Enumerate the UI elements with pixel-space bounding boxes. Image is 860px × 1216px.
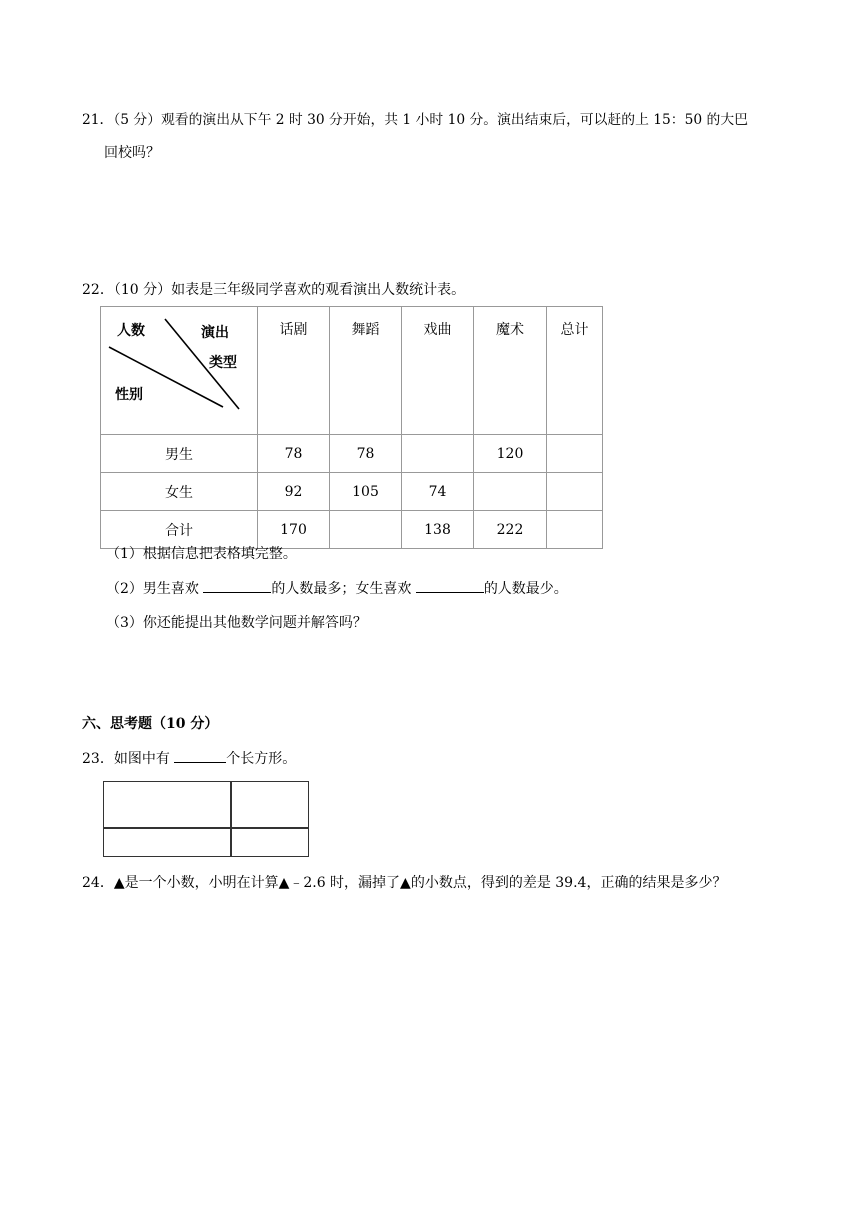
table-cell: 120: [474, 435, 547, 473]
table-row-girls: [101, 473, 603, 511]
table-row-boys: [101, 435, 603, 473]
q21-line2: 回校吗？: [104, 145, 160, 161]
q23-text: [82, 748, 296, 769]
corner-label-show: 演出: [201, 325, 229, 341]
table-row-total: [101, 511, 603, 549]
table-cell: 92: [258, 473, 330, 511]
section-title: 六、思考题（10 分）: [82, 716, 219, 732]
table-cell: [330, 511, 402, 549]
column-header-opera: 戏曲: [402, 307, 474, 435]
table-cell: 78: [258, 435, 330, 473]
column-header-drama: 话剧: [258, 307, 330, 435]
table-cell: 105: [330, 473, 402, 511]
q23-text-a: 23．如图中有: [82, 751, 175, 767]
table-cell: 170: [258, 511, 330, 549]
q22-sub2-text-b: 的人数最多；女生喜欢: [271, 581, 416, 597]
table-cell: [547, 511, 603, 549]
table-cell: [474, 473, 547, 511]
rectangle-figure: [103, 781, 309, 857]
q22-sub1: （1）根据信息把表格填完整。: [106, 546, 297, 562]
column-header-total: 总计: [547, 307, 603, 435]
answer-blank-boys[interactable]: [203, 578, 271, 593]
row-label: 男生: [101, 435, 258, 473]
figure-horizontal-divider: [104, 827, 308, 829]
table-corner-header: [101, 307, 258, 435]
table-cell: [547, 435, 603, 473]
table-cell: [402, 435, 474, 473]
row-label: 合计: [101, 511, 258, 549]
corner-label-gender: 性别: [115, 387, 143, 403]
q23-text-b: 个长方形。: [226, 751, 297, 767]
q22-intro: 22．（10 分）如表是三年级同学喜欢的观看演出人数统计表。: [82, 282, 466, 298]
q24-text: 24．▲是一个小数，小明在计算▲﹣2.6 时，漏掉了▲的小数点，得到的差是 39.4，正确的结果是多少？: [82, 875, 727, 891]
column-header-magic: 魔术: [474, 307, 547, 435]
corner-label-count: 人数: [117, 323, 145, 339]
table-cell: 138: [402, 511, 474, 549]
table-cell: 74: [402, 473, 474, 511]
table-header-row: [101, 307, 603, 435]
q21-line1: 21．（5 分）观看的演出从下午 2 时 30 分开始，共 1 小时 10 分。演出结束后，可以赶的上 15：50 的大巴: [82, 112, 748, 128]
table-cell: 222: [474, 511, 547, 549]
q22-sub2-text-c: 的人数最少。: [483, 581, 568, 597]
column-header-dance: 舞蹈: [330, 307, 402, 435]
stats-table: [100, 306, 603, 549]
q22-sub2: [106, 578, 568, 599]
answer-blank-girls[interactable]: [416, 578, 484, 593]
corner-label-type: 类型: [209, 355, 237, 371]
row-label: 女生: [101, 473, 258, 511]
q22-sub3: （3）你还能提出其他数学问题并解答吗？: [106, 615, 367, 631]
figure-vertical-divider: [230, 782, 232, 856]
table-cell: [547, 473, 603, 511]
table-cell: 78: [330, 435, 402, 473]
answer-blank-rectangles[interactable]: [174, 748, 226, 763]
q22-sub2-text-a: （2）男生喜欢: [106, 581, 204, 597]
